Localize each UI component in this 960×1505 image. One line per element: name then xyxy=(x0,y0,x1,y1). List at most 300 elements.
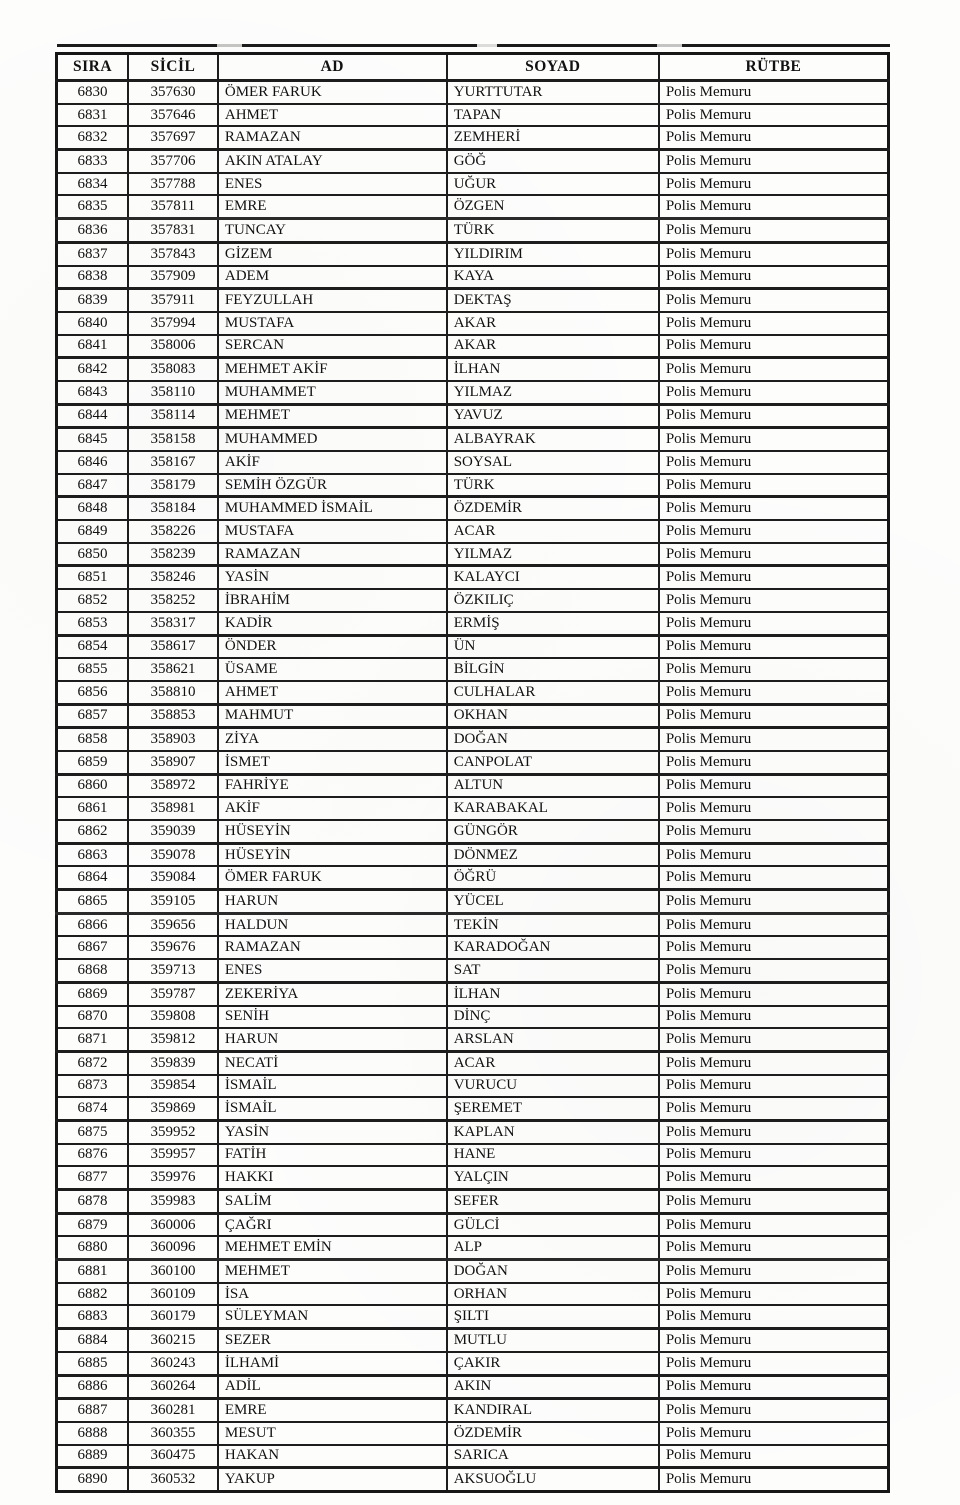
table-row xyxy=(57,797,889,820)
cell-rutbe: Polis Memuru xyxy=(659,451,889,474)
cell-ad: FEYZULLAH xyxy=(218,289,447,312)
cell-sira: 6882 xyxy=(57,1283,129,1306)
column-header-rutbe: RÜTBE xyxy=(659,54,889,81)
cell-ad: AKİF xyxy=(218,797,447,820)
cell-sira: 6849 xyxy=(57,520,129,543)
cell-sira: 6844 xyxy=(57,404,129,428)
cell-ad: RAMAZAN xyxy=(218,936,447,959)
cell-soyad: İLHAN xyxy=(447,358,659,381)
cell-rutbe: Polis Memuru xyxy=(659,104,889,127)
table-row xyxy=(57,1051,889,1074)
cell-ad: MUHAMMET xyxy=(218,381,447,404)
cell-ad: AHMET xyxy=(218,104,447,127)
cell-sicil: 360281 xyxy=(128,1399,218,1422)
cell-sira: 6846 xyxy=(57,451,129,474)
cell-sira: 6833 xyxy=(57,150,129,173)
cell-sicil: 359039 xyxy=(128,820,218,843)
cell-sicil: 357706 xyxy=(128,150,218,173)
cell-rutbe: Polis Memuru xyxy=(659,381,889,404)
table-row xyxy=(57,1375,889,1399)
cell-rutbe: Polis Memuru xyxy=(659,428,889,451)
cell-soyad: GÖĞ xyxy=(447,150,659,173)
cell-soyad: TÜRK xyxy=(447,219,659,243)
table-row xyxy=(57,959,889,982)
cell-sira: 6855 xyxy=(57,658,129,681)
cell-sicil: 359105 xyxy=(128,890,218,914)
table-row xyxy=(57,1236,889,1259)
cell-sira: 6848 xyxy=(57,497,129,520)
cell-rutbe: Polis Memuru xyxy=(659,959,889,982)
cell-sicil: 358617 xyxy=(128,635,218,658)
cell-sicil: 359952 xyxy=(128,1120,218,1143)
cell-rutbe: Polis Memuru xyxy=(659,1144,889,1167)
cell-ad: ÇAĞRI xyxy=(218,1213,447,1236)
cell-sira: 6857 xyxy=(57,704,129,728)
table-row xyxy=(57,173,889,196)
cell-sicil: 358167 xyxy=(128,451,218,474)
table-row xyxy=(57,358,889,381)
cell-ad: EMRE xyxy=(218,1399,447,1422)
table-row xyxy=(57,820,889,843)
cell-rutbe: Polis Memuru xyxy=(659,497,889,520)
table-row xyxy=(57,1075,889,1098)
cell-soyad: KALAYCI xyxy=(447,566,659,589)
cell-ad: MUHAMMED İSMAİL xyxy=(218,497,447,520)
cell-soyad: DİNÇ xyxy=(447,1006,659,1029)
cell-sira: 6853 xyxy=(57,612,129,635)
cell-rutbe: Polis Memuru xyxy=(659,1075,889,1098)
cell-sira: 6854 xyxy=(57,635,129,658)
cell-ad: MUHAMMED xyxy=(218,428,447,451)
cell-sicil: 358114 xyxy=(128,404,218,428)
cell-ad: SENİH xyxy=(218,1006,447,1029)
cell-ad: MEHMET EMİN xyxy=(218,1236,447,1259)
cell-sicil: 358179 xyxy=(128,474,218,497)
column-header-ad: AD xyxy=(218,54,447,81)
cell-sicil: 358317 xyxy=(128,612,218,635)
cell-soyad: ÜN xyxy=(447,635,659,658)
table-row xyxy=(57,104,889,127)
cell-soyad: TAPAN xyxy=(447,104,659,127)
cell-sira: 6872 xyxy=(57,1051,129,1074)
table-header-row xyxy=(57,54,889,81)
cell-sira: 6867 xyxy=(57,936,129,959)
cell-soyad: SARICA xyxy=(447,1445,659,1468)
table-row xyxy=(57,497,889,520)
cell-sicil: 357811 xyxy=(128,195,218,218)
cell-ad: AKİF xyxy=(218,451,447,474)
cell-soyad: ZEMHERİ xyxy=(447,126,659,149)
personnel-table xyxy=(55,52,890,1493)
cell-rutbe: Polis Memuru xyxy=(659,1399,889,1422)
cell-rutbe: Polis Memuru xyxy=(659,612,889,635)
cell-sicil: 358810 xyxy=(128,681,218,704)
cell-rutbe: Polis Memuru xyxy=(659,1236,889,1259)
cell-sira: 6832 xyxy=(57,126,129,149)
cell-rutbe: Polis Memuru xyxy=(659,913,889,936)
table-row xyxy=(57,936,889,959)
cell-sira: 6850 xyxy=(57,543,129,566)
cell-sicil: 359078 xyxy=(128,843,218,866)
cell-soyad: VURUCU xyxy=(447,1075,659,1098)
cell-rutbe: Polis Memuru xyxy=(659,635,889,658)
cell-rutbe: Polis Memuru xyxy=(659,866,889,889)
table-row xyxy=(57,589,889,612)
cell-soyad: SOYSAL xyxy=(447,451,659,474)
cell-rutbe: Polis Memuru xyxy=(659,289,889,312)
cell-rutbe: Polis Memuru xyxy=(659,1375,889,1399)
cell-rutbe: Polis Memuru xyxy=(659,1120,889,1143)
cell-sicil: 358083 xyxy=(128,358,218,381)
cell-ad: MUSTAFA xyxy=(218,520,447,543)
cell-sicil: 358246 xyxy=(128,566,218,589)
cell-soyad: ORHAN xyxy=(447,1283,659,1306)
cell-soyad: ARSLAN xyxy=(447,1028,659,1051)
cell-soyad: OKHAN xyxy=(447,704,659,728)
cell-soyad: GÜLCİ xyxy=(447,1213,659,1236)
cell-sicil: 358006 xyxy=(128,335,218,358)
table-row xyxy=(57,1190,889,1214)
cell-soyad: DOĞAN xyxy=(447,1260,659,1283)
column-header-soyad: SOYAD xyxy=(447,54,659,81)
cell-soyad: YALÇIN xyxy=(447,1166,659,1189)
cell-sira: 6856 xyxy=(57,681,129,704)
cell-sicil: 358853 xyxy=(128,704,218,728)
cell-ad: İBRAHİM xyxy=(218,589,447,612)
cell-ad: NECATİ xyxy=(218,1051,447,1074)
table-row xyxy=(57,635,889,658)
table-row xyxy=(57,1305,889,1328)
cell-rutbe: Polis Memuru xyxy=(659,173,889,196)
table-row xyxy=(57,195,889,218)
table-row xyxy=(57,1260,889,1283)
cell-sicil: 357831 xyxy=(128,219,218,243)
cell-rutbe: Polis Memuru xyxy=(659,543,889,566)
cell-sira: 6890 xyxy=(57,1468,129,1492)
cell-soyad: DÖNMEZ xyxy=(447,843,659,866)
cell-ad: HALDUN xyxy=(218,913,447,936)
cell-soyad: KARABAKAL xyxy=(447,797,659,820)
cell-soyad: AKIN xyxy=(447,1375,659,1399)
cell-ad: RAMAZAN xyxy=(218,126,447,149)
cell-soyad: YAVUZ xyxy=(447,404,659,428)
table-row xyxy=(57,266,889,289)
table-row xyxy=(57,1144,889,1167)
cell-sira: 6884 xyxy=(57,1329,129,1352)
cell-sicil: 359656 xyxy=(128,913,218,936)
cell-soyad: ÖZGEN xyxy=(447,195,659,218)
scan-artifact-line xyxy=(57,44,890,47)
table-row xyxy=(57,1213,889,1236)
cell-sicil: 359839 xyxy=(128,1051,218,1074)
cell-rutbe: Polis Memuru xyxy=(659,335,889,358)
cell-soyad: ALBAYRAK xyxy=(447,428,659,451)
table-row xyxy=(57,242,889,265)
cell-sicil: 360100 xyxy=(128,1260,218,1283)
table-row xyxy=(57,428,889,451)
cell-soyad: AKAR xyxy=(447,312,659,335)
cell-soyad: BİLGİN xyxy=(447,658,659,681)
cell-ad: İSMAİL xyxy=(218,1075,447,1098)
cell-soyad: ACAR xyxy=(447,520,659,543)
cell-sicil: 358972 xyxy=(128,774,218,797)
cell-soyad: YÜCEL xyxy=(447,890,659,914)
cell-ad: ADİL xyxy=(218,1375,447,1399)
table-row xyxy=(57,81,889,104)
cell-sira: 6847 xyxy=(57,474,129,497)
table-row xyxy=(57,451,889,474)
cell-sicil: 360243 xyxy=(128,1352,218,1375)
cell-rutbe: Polis Memuru xyxy=(659,1166,889,1189)
cell-soyad: TÜRK xyxy=(447,474,659,497)
table-row xyxy=(57,381,889,404)
cell-sicil: 358110 xyxy=(128,381,218,404)
cell-sira: 6878 xyxy=(57,1190,129,1214)
cell-sira: 6883 xyxy=(57,1305,129,1328)
cell-sicil: 358252 xyxy=(128,589,218,612)
cell-rutbe: Polis Memuru xyxy=(659,150,889,173)
cell-soyad: ÖZDEMİR xyxy=(447,1422,659,1445)
table-row xyxy=(57,150,889,173)
cell-ad: SALİM xyxy=(218,1190,447,1214)
cell-sicil: 358184 xyxy=(128,497,218,520)
cell-ad: YAKUP xyxy=(218,1468,447,1492)
cell-ad: GİZEM xyxy=(218,242,447,265)
cell-ad: HARUN xyxy=(218,1028,447,1051)
cell-soyad: KAYA xyxy=(447,266,659,289)
cell-ad: EMRE xyxy=(218,195,447,218)
cell-sira: 6869 xyxy=(57,982,129,1005)
cell-sicil: 360264 xyxy=(128,1375,218,1399)
cell-sicil: 359869 xyxy=(128,1097,218,1120)
table-row xyxy=(57,612,889,635)
cell-sicil: 359084 xyxy=(128,866,218,889)
cell-soyad: ÖZKILIÇ xyxy=(447,589,659,612)
table-row xyxy=(57,1468,889,1492)
cell-soyad: ŞILTI xyxy=(447,1305,659,1328)
cell-sicil: 359676 xyxy=(128,936,218,959)
cell-ad: MEHMET xyxy=(218,404,447,428)
cell-soyad: DEKTAŞ xyxy=(447,289,659,312)
table-row xyxy=(57,126,889,149)
table-row xyxy=(57,704,889,728)
cell-sicil: 358981 xyxy=(128,797,218,820)
cell-sicil: 357909 xyxy=(128,266,218,289)
cell-ad: AHMET xyxy=(218,681,447,704)
cell-rutbe: Polis Memuru xyxy=(659,728,889,751)
cell-rutbe: Polis Memuru xyxy=(659,820,889,843)
cell-rutbe: Polis Memuru xyxy=(659,81,889,104)
cell-ad: FAHRİYE xyxy=(218,774,447,797)
cell-rutbe: Polis Memuru xyxy=(659,242,889,265)
cell-soyad: ÖĞRÜ xyxy=(447,866,659,889)
cell-sira: 6839 xyxy=(57,289,129,312)
cell-sicil: 359983 xyxy=(128,1190,218,1214)
cell-sira: 6881 xyxy=(57,1260,129,1283)
cell-sicil: 358226 xyxy=(128,520,218,543)
cell-sira: 6870 xyxy=(57,1006,129,1029)
cell-sicil: 359713 xyxy=(128,959,218,982)
cell-soyad: KARADOĞAN xyxy=(447,936,659,959)
cell-ad: İLHAMİ xyxy=(218,1352,447,1375)
cell-sira: 6859 xyxy=(57,751,129,774)
cell-soyad: ÇAKIR xyxy=(447,1352,659,1375)
cell-ad: SÜLEYMAN xyxy=(218,1305,447,1328)
cell-rutbe: Polis Memuru xyxy=(659,1006,889,1029)
cell-sicil: 359812 xyxy=(128,1028,218,1051)
cell-ad: ZİYA xyxy=(218,728,447,751)
cell-ad: MUSTAFA xyxy=(218,312,447,335)
cell-sira: 6838 xyxy=(57,266,129,289)
cell-rutbe: Polis Memuru xyxy=(659,1283,889,1306)
cell-sira: 6860 xyxy=(57,774,129,797)
cell-sira: 6887 xyxy=(57,1399,129,1422)
cell-rutbe: Polis Memuru xyxy=(659,1352,889,1375)
cell-ad: MAHMUT xyxy=(218,704,447,728)
table-row xyxy=(57,1422,889,1445)
cell-sira: 6842 xyxy=(57,358,129,381)
cell-sicil: 360006 xyxy=(128,1213,218,1236)
table-row xyxy=(57,312,889,335)
cell-sicil: 360096 xyxy=(128,1236,218,1259)
cell-soyad: SEFER xyxy=(447,1190,659,1214)
cell-sira: 6874 xyxy=(57,1097,129,1120)
table-row xyxy=(57,404,889,428)
table-row xyxy=(57,1445,889,1468)
cell-sira: 6834 xyxy=(57,173,129,196)
cell-ad: AKIN ATALAY xyxy=(218,150,447,173)
cell-sira: 6885 xyxy=(57,1352,129,1375)
cell-soyad: YURTTUTAR xyxy=(447,81,659,104)
table-row xyxy=(57,658,889,681)
cell-ad: SEZER xyxy=(218,1329,447,1352)
cell-ad: ZEKERİYA xyxy=(218,982,447,1005)
cell-sira: 6837 xyxy=(57,242,129,265)
cell-rutbe: Polis Memuru xyxy=(659,589,889,612)
cell-soyad: KANDIRAL xyxy=(447,1399,659,1422)
column-header-sira: SIRA xyxy=(57,54,129,81)
cell-rutbe: Polis Memuru xyxy=(659,474,889,497)
table-row xyxy=(57,335,889,358)
cell-rutbe: Polis Memuru xyxy=(659,219,889,243)
cell-rutbe: Polis Memuru xyxy=(659,1260,889,1283)
cell-sicil: 357994 xyxy=(128,312,218,335)
table-row xyxy=(57,890,889,914)
cell-ad: FATİH xyxy=(218,1144,447,1167)
cell-rutbe: Polis Memuru xyxy=(659,1190,889,1214)
cell-soyad: KAPLAN xyxy=(447,1120,659,1143)
cell-ad: HARUN xyxy=(218,890,447,914)
cell-sira: 6864 xyxy=(57,866,129,889)
cell-ad: ÖNDER xyxy=(218,635,447,658)
cell-soyad: ACAR xyxy=(447,1051,659,1074)
cell-rutbe: Polis Memuru xyxy=(659,982,889,1005)
cell-ad: ÖMER FARUK xyxy=(218,81,447,104)
cell-sira: 6866 xyxy=(57,913,129,936)
cell-sicil: 357843 xyxy=(128,242,218,265)
cell-sicil: 358158 xyxy=(128,428,218,451)
cell-ad: ÜSAME xyxy=(218,658,447,681)
cell-ad: MEHMET AKİF xyxy=(218,358,447,381)
cell-sicil: 360215 xyxy=(128,1329,218,1352)
cell-soyad: UĞUR xyxy=(447,173,659,196)
cell-sicil: 359787 xyxy=(128,982,218,1005)
cell-sira: 6831 xyxy=(57,104,129,127)
cell-ad: SEMİH ÖZGÜR xyxy=(218,474,447,497)
cell-sira: 6863 xyxy=(57,843,129,866)
cell-sicil: 357788 xyxy=(128,173,218,196)
cell-sira: 6841 xyxy=(57,335,129,358)
cell-ad: İSA xyxy=(218,1283,447,1306)
cell-rutbe: Polis Memuru xyxy=(659,195,889,218)
cell-ad: MESUT xyxy=(218,1422,447,1445)
table-row xyxy=(57,1097,889,1120)
column-header-sicil: SİCİL xyxy=(128,54,218,81)
cell-ad: KADİR xyxy=(218,612,447,635)
cell-soyad: ÖZDEMİR xyxy=(447,497,659,520)
table-body xyxy=(57,81,889,1492)
cell-sicil: 359808 xyxy=(128,1006,218,1029)
table-row xyxy=(57,728,889,751)
table-row xyxy=(57,982,889,1005)
cell-rutbe: Polis Memuru xyxy=(659,126,889,149)
cell-sicil: 357646 xyxy=(128,104,218,127)
cell-rutbe: Polis Memuru xyxy=(659,358,889,381)
cell-rutbe: Polis Memuru xyxy=(659,520,889,543)
table-row xyxy=(57,219,889,243)
cell-rutbe: Polis Memuru xyxy=(659,843,889,866)
cell-soyad: AKAR xyxy=(447,335,659,358)
table-row xyxy=(57,843,889,866)
cell-rutbe: Polis Memuru xyxy=(659,1213,889,1236)
cell-sicil: 360179 xyxy=(128,1305,218,1328)
cell-rutbe: Polis Memuru xyxy=(659,774,889,797)
table-row xyxy=(57,543,889,566)
table-row xyxy=(57,751,889,774)
cell-soyad: DOĞAN xyxy=(447,728,659,751)
cell-sira: 6852 xyxy=(57,589,129,612)
cell-ad: RAMAZAN xyxy=(218,543,447,566)
cell-sira: 6879 xyxy=(57,1213,129,1236)
cell-soyad: MUTLU xyxy=(447,1329,659,1352)
cell-sicil: 359976 xyxy=(128,1166,218,1189)
cell-sicil: 358903 xyxy=(128,728,218,751)
table-row xyxy=(57,474,889,497)
cell-sira: 6871 xyxy=(57,1028,129,1051)
cell-sira: 6836 xyxy=(57,219,129,243)
table-row xyxy=(57,520,889,543)
cell-sira: 6868 xyxy=(57,959,129,982)
cell-sira: 6888 xyxy=(57,1422,129,1445)
cell-sira: 6880 xyxy=(57,1236,129,1259)
table-row xyxy=(57,913,889,936)
cell-sira: 6877 xyxy=(57,1166,129,1189)
cell-soyad: GÜNGÖR xyxy=(447,820,659,843)
cell-ad: ADEM xyxy=(218,266,447,289)
cell-rutbe: Polis Memuru xyxy=(659,658,889,681)
cell-sicil: 357911 xyxy=(128,289,218,312)
cell-sira: 6858 xyxy=(57,728,129,751)
table-row xyxy=(57,1166,889,1189)
table-row xyxy=(57,681,889,704)
cell-rutbe: Polis Memuru xyxy=(659,404,889,428)
cell-soyad: YILDIRIM xyxy=(447,242,659,265)
cell-rutbe: Polis Memuru xyxy=(659,1097,889,1120)
cell-rutbe: Polis Memuru xyxy=(659,1305,889,1328)
cell-sicil: 358239 xyxy=(128,543,218,566)
cell-soyad: YILMAZ xyxy=(447,543,659,566)
cell-ad: İSMET xyxy=(218,751,447,774)
